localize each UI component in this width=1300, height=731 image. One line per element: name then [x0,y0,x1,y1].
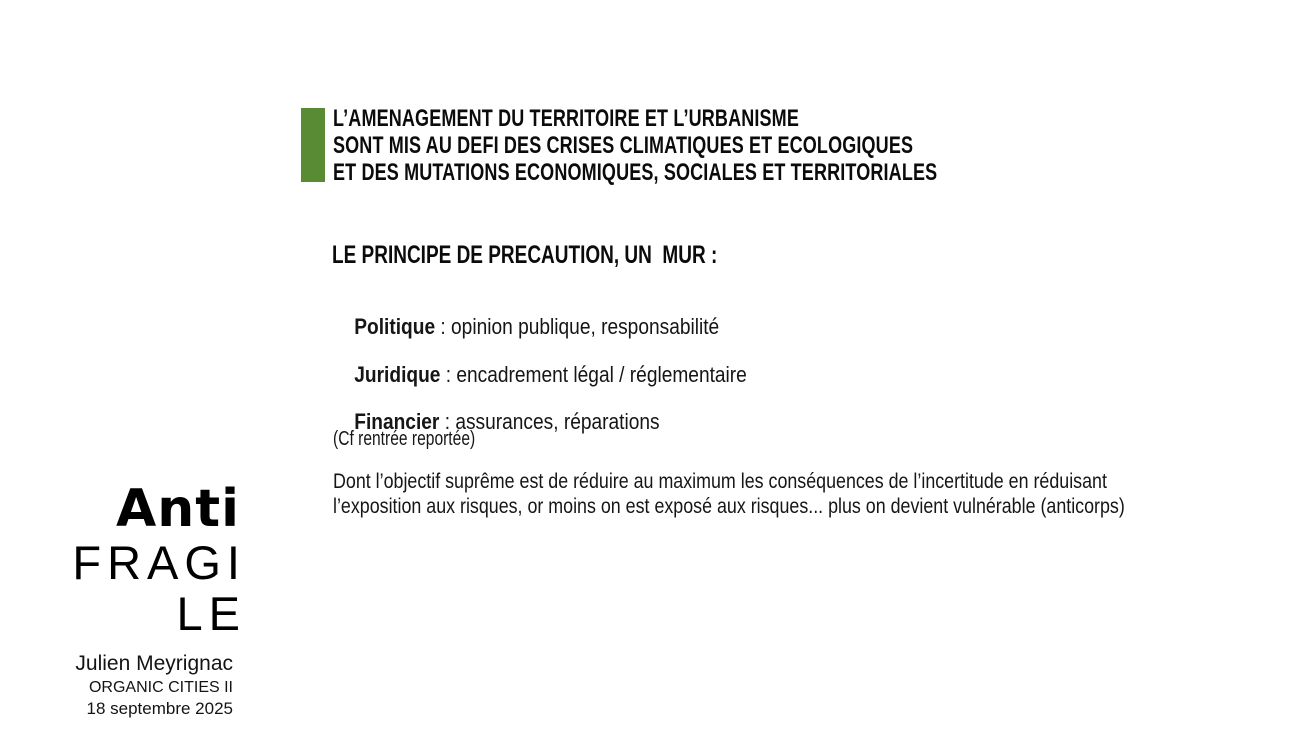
logo-word-le: LE [176,587,246,640]
closing-paragraph-line-2: l’exposition aux risques, or moins on est exposé aux risques... plus on devient vulnérable (anticorps) [333,494,1125,518]
bullet-politique-text: : opinion publique, responsabilité [435,314,720,339]
bullet-juridique-term: Juridique [354,361,441,387]
closing-paragraph [333,470,1125,519]
event-date: 18 septembre 2025 [86,699,233,718]
author-name: Julien Meyrignac [75,652,233,675]
section-heading: LE PRINCIPE DE PRECAUTION, UN MUR : [332,241,718,269]
slide-title-line-3: ET DES MUTATIONS ECONOMIQUES, SOCIALES ET TERRITORIALES [333,159,938,186]
bullet-financier-term: Financier [354,409,440,434]
bullet-juridique-text: : encadrement légal / réglementaire [440,361,747,387]
logo-word-fragi: FRAGI [72,536,246,589]
antifragile-logo [72,479,246,719]
parenthetical-note: (Cf rentrée reportée) [333,428,476,450]
bullet-politique-term: Politique [354,314,436,339]
bullet-financier-text: : assurances, réparations [439,409,660,434]
closing-paragraph-line-1: Dont l’objectif suprême est de réduire au maximum les conséquences de l’incertitude en réduisant [333,470,1107,493]
slide-title-line-1: L’AMENAGEMENT DU TERRITOIRE ET L’URBANISME [333,105,799,132]
credits-block [72,651,240,719]
slide-title [333,105,937,186]
event-name: ORGANIC CITIES II [88,679,233,696]
logo-word-anti: Anti [116,479,240,539]
slide-title-line-2: SONT MIS AU DEFI DES CRISES CLIMATIQUES ET ECOLOGIQUES [333,132,914,159]
title-accent-bar [301,108,325,182]
